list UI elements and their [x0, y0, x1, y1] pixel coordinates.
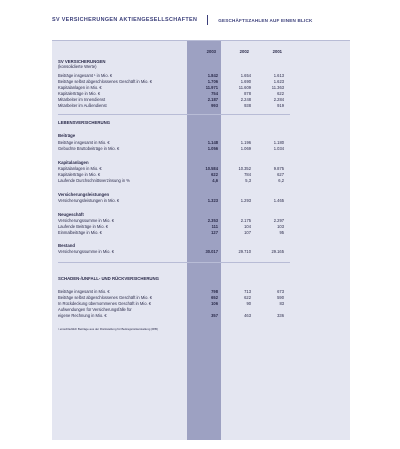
subsection-title-versicherungsleistungen: Versicherungsleistungen	[58, 192, 110, 197]
value-2002: 622	[244, 295, 251, 300]
value-2001: 95	[279, 230, 284, 235]
value-2001: 627	[277, 172, 284, 177]
value-2003: 2.187	[207, 97, 218, 102]
row-label: Mitarbeiter im Innendienst	[58, 97, 106, 102]
value-2002: 1.069	[240, 146, 251, 151]
value-2002: 11.609	[238, 85, 251, 90]
value-2003: 1.056	[207, 146, 218, 151]
row-label: Kapitalanlagen in Mio. €	[58, 166, 102, 171]
column-header-2001: 2001	[272, 49, 282, 54]
row-label: In Rückdeckung übernommenes Geschäft in Mio. €	[58, 301, 152, 306]
value-2003: 1.148	[207, 140, 218, 145]
row-label: eigene Rechnung in Mio. €	[58, 313, 107, 318]
value-2002: 713	[244, 289, 251, 294]
table-row	[58, 313, 290, 319]
value-2003: 357	[211, 313, 218, 318]
section-divider	[58, 262, 290, 263]
subsection-title-beitraege: Beiträge	[58, 133, 76, 138]
header-separator	[207, 15, 208, 25]
value-2002: 5,3	[245, 178, 251, 183]
column-header-2002: 2002	[239, 49, 249, 54]
value-2001: 6,2	[278, 178, 284, 183]
row-label: Kapitalanlagen in Mio. €	[58, 85, 102, 90]
header-company: SV VERSICHERUNGEN AKTIENGESELLSCHAFTEN	[52, 17, 198, 23]
value-2003: 1.842	[207, 73, 218, 78]
row-label: Aufwendungen für Versicherungsfälle für	[58, 307, 132, 312]
section-subtitle-sv: (konsolidierte Werte)	[58, 64, 97, 69]
row-label: Laufende Beiträge in Mio. €	[58, 224, 109, 229]
value-2001: 103	[277, 224, 284, 229]
column-header-2003: 2003	[206, 49, 216, 54]
value-2002: 784	[244, 172, 251, 177]
page-header	[52, 14, 313, 26]
value-2001: 622	[277, 91, 284, 96]
top-divider	[52, 40, 350, 41]
value-2002: 2.175	[240, 218, 251, 223]
section-title-leben: LEBENSVERSICHERUNG	[58, 120, 111, 125]
value-2003: 622	[211, 172, 218, 177]
value-2001: 11.363	[271, 85, 284, 90]
value-2003: 4,6	[212, 178, 218, 183]
row-label: Beiträge insgesamt in Mio. €	[58, 289, 110, 294]
value-2003: 1.323	[207, 198, 218, 203]
row-label: Kapitalerträge in Mio. €	[58, 172, 101, 177]
value-2003: 2.353	[207, 218, 218, 223]
value-2002: 10.352	[238, 166, 251, 171]
value-2003: 652	[211, 295, 218, 300]
table-row	[58, 146, 290, 152]
section-title-schaden: SCHADEN-/UNFALL- UND RÜCKVERSICHERUNG	[58, 276, 159, 281]
table-row	[58, 198, 290, 204]
value-2001: 336	[277, 313, 284, 318]
value-2002: 1.690	[240, 79, 251, 84]
value-2001: 29.165	[271, 249, 284, 254]
value-2002: 90	[246, 301, 251, 306]
row-label: Versicherungsleistungen in Mio. €	[58, 198, 120, 203]
value-2002: 1.293	[240, 198, 251, 203]
value-2001: 2.284	[273, 97, 284, 102]
footnote: ¹ einschließlich Beiträge aus der Rückstellung für Beitragsrückerstattung (RfB)	[58, 327, 158, 331]
table-row	[58, 230, 290, 236]
row-label: Laufende Durchschnittsverzinsung in %	[58, 178, 130, 183]
row-label: Beiträge insgesamt in Mio. €	[58, 140, 110, 145]
row-label: Beiträge selbst abgeschlossenes Geschäft in Mio. €	[58, 79, 152, 84]
row-label: Gebuchte Bruttobeiträge in Mio. €	[58, 146, 120, 151]
section-title-sv: SV VERSICHERUNGEN	[58, 59, 106, 64]
value-2003: 30.017	[205, 249, 218, 254]
table-row	[58, 103, 290, 109]
value-2001: 83	[279, 301, 284, 306]
row-label: Versicherungssumme in Mio. €	[58, 249, 114, 254]
value-2001: 1.180	[273, 140, 284, 145]
subsection-title-bestand: Bestand	[58, 243, 75, 248]
table-row	[58, 249, 290, 255]
value-2003: 11.971	[205, 85, 218, 90]
value-2002: 107	[244, 230, 251, 235]
value-2001: 590	[277, 295, 284, 300]
row-label: Beiträge selbst abgeschlossenes Geschäft in Mio. €	[58, 295, 152, 300]
value-2001: 2.297	[273, 218, 284, 223]
value-2001: 1.465	[273, 198, 284, 203]
value-2002: 1.196	[240, 140, 251, 145]
value-2002: 1.654	[240, 73, 251, 78]
value-2002: 463	[244, 313, 251, 318]
value-2003: 10.584	[205, 166, 218, 171]
value-2003: 111	[211, 224, 218, 229]
row-label: Beiträge insgesamt ¹ in Mio. €	[58, 73, 113, 78]
value-2002: 878	[244, 91, 251, 96]
value-2003: 106	[211, 301, 218, 306]
value-2001: 1.623	[273, 79, 284, 84]
value-2002: 104	[244, 224, 251, 229]
row-label: Versicherungssumme in Mio. €	[58, 218, 114, 223]
value-2003: 993	[211, 103, 218, 108]
value-2002: 938	[244, 103, 251, 108]
value-2001: 1.034	[273, 146, 284, 151]
value-2001: 1.613	[273, 73, 284, 78]
value-2003: 798	[211, 289, 218, 294]
section-divider	[58, 114, 290, 115]
row-label: Kapitalerträge in Mio. €	[58, 91, 101, 96]
value-2001: 9.875	[273, 166, 284, 171]
header-section: GESCHÄFTSZAHLEN AUF EINEN BLICK	[218, 17, 313, 23]
value-2003: 754	[211, 91, 218, 96]
value-2002: 2.248	[240, 97, 251, 102]
subsection-title-neugeschaeft: Neugeschäft	[58, 212, 84, 217]
value-2003: 127	[211, 230, 218, 235]
value-2003: 1.706	[207, 79, 218, 84]
value-2002: 29.710	[238, 249, 251, 254]
value-2001: 919	[277, 103, 284, 108]
row-label: Mitarbeiter im Außendienst	[58, 103, 107, 108]
table-row	[58, 178, 290, 184]
value-2001: 673	[277, 289, 284, 294]
row-label: Einmalbeiträge in Mio. €	[58, 230, 102, 235]
subsection-title-kapitalanlagen: Kapitalanlagen	[58, 160, 89, 165]
